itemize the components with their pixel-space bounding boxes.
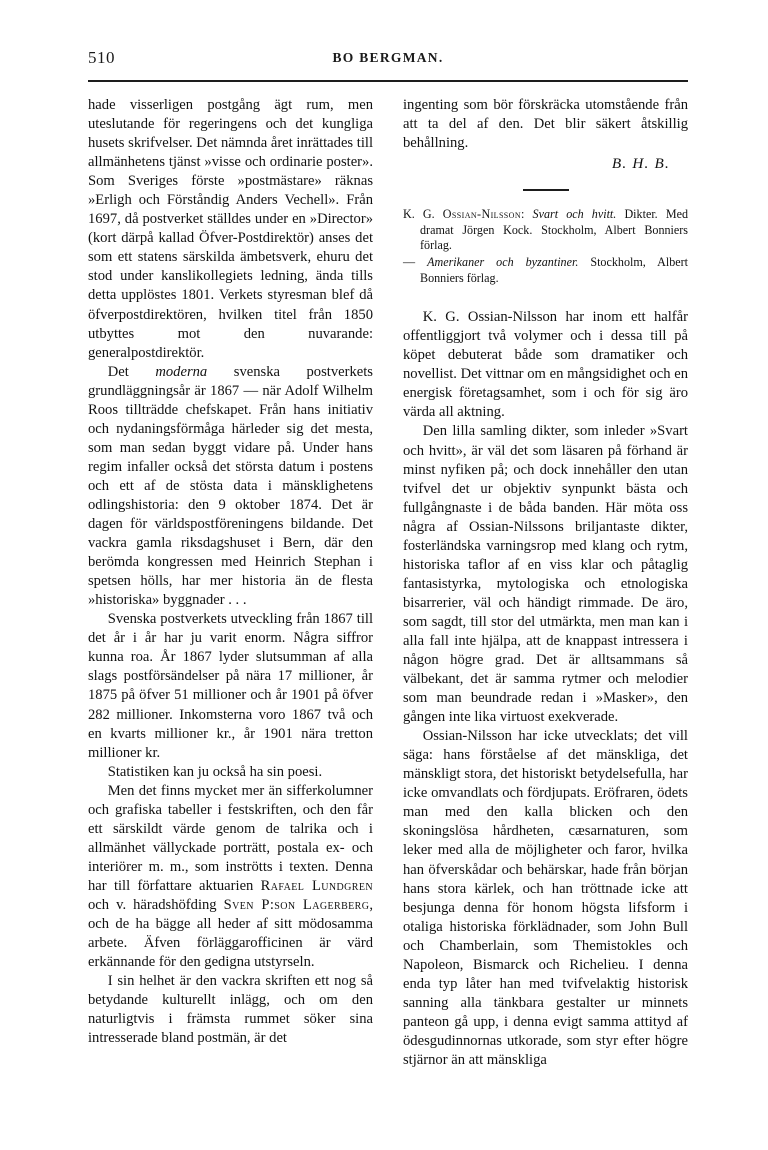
paragraph-text: svenska postverkets grundläggningsår är 1867 — när Adolf Wilhelm Roos tillträdde chefskapet. Från hans initiativ och nydaningsförmåga härleder sig det mesta, som man sedan byggt vidare på. Under hans regim infaller också det största datum i postens och ett af de stösta data i mänsklighetens odlingshistoria: den 9 oktober 1874. Det är dagen för världspostföreningens bildande. Det vackra gamla riksdagshuset i Bern, där den berömda kongressen med Heinrich Stephan i spetsen hölls, har mer historia än de flesta »historiska» byggnader . . . xyxy=(88,363,373,609)
author-name-lagerberg: Sven P:son Lagerberg xyxy=(223,896,370,913)
paragraph-text: och v. häradshöfding xyxy=(88,896,224,913)
biblio-entry xyxy=(403,255,688,286)
running-head xyxy=(88,48,688,70)
bibliographic-block xyxy=(403,207,688,286)
paragraph-text: Men det finns mycket mer än sifferkolumner och grafiska tabeller i festskriften, och den får ett särskildt värde genom de talrika och i allmänhet vällyckade porträtt, postala ex- och interiörer m. m., som inströtts i texten. Denna har till författare aktuarien xyxy=(88,782,373,894)
paragraph: K. G. Ossian-Nilsson har inom ett halfår offentliggjort två volymer och i dessa till på köpet debuterat både som dramatiker och novellist. Det vittnar om en mångsidighet och en energisk företagsamhet, som i och för sig äro värda all aktning. xyxy=(403,309,688,421)
paragraph: ingenting som bör förskräcka utomstående från att ta del af den. Det blir säkert åtskillig behållning. xyxy=(403,97,688,152)
separator-rule xyxy=(523,189,569,191)
review-signature: B. H. B. xyxy=(611,155,670,173)
paragraph: Statistiken kan ju också ha sin poesi. xyxy=(107,763,323,780)
biblio-entry xyxy=(403,207,688,253)
biblio-title: Svart och hvitt. xyxy=(532,207,617,222)
left-column xyxy=(88,96,373,1106)
biblio-imprint: Stockholm, Albert Bonniers förlag. xyxy=(420,255,688,285)
right-column xyxy=(403,96,688,1106)
biblio-author-prefix: K. G. xyxy=(403,207,443,222)
biblio-author-smallcaps: Ossian-Nilsson xyxy=(442,207,522,222)
section-separator xyxy=(403,173,688,207)
paragraph-text: , och de ha bägge all heder af sitt mödosamma arbete. Äfven förläggarofficinen är värd erkännande för den gedigna utstyrseln. xyxy=(88,896,373,971)
paragraph xyxy=(88,782,373,972)
italic-word: moderna xyxy=(155,363,208,380)
biblio-title: Amerikaner och byzantiner. xyxy=(427,255,579,270)
paragraph: I sin helhet är den vackra skriften ett nog så betydande kulturellt inlägg, och om den naturligtvis i främsta rummet söker sina intresserade bland postmän, är det xyxy=(88,973,373,1047)
page-folio: 510 xyxy=(88,48,115,67)
paragraph: hade visserligen postgång ägt rum, men uteslutande för regeringens och det kungliga husets skrifvelser. Det nämnda året inrättades till allmänhetens tjänst »visse och ordinarie poster». Som Sveriges förste »postmästare» räknas »Erligh och Förståndig Anders Vechell». Från 1697, då postverket ställdes under en »Director» (kort därpå kallad Öfver-Postdirektör) anses det som ett statens särskilda ämbetsverk, ehuru det stod under kanslikollegiets ledning, ända tills detta upplöstes 1801. Verkets styresman blef då öfverpostdirektören, hvilken titel från 1850 utbyttes mot den nuvarande: generalpostdirektör. xyxy=(88,97,373,361)
paragraph xyxy=(88,363,373,611)
paragraph: Ossian-Nilsson har icke utvecklats; det vill säga: hans förståelse af det mänskliga, det mänskligt stora, det historiskt betydelsefulla, har icke omvandlats och fördjupats. Eröfraren, ödets man med den kalla blicken och den skoningslösa hårdheten, cæsarnaturen, som leker med alla de möjligheter och faror, hvilka han öfverskådar och behärskar, hade från början hans stora kärlek, och han tröttnade icke att besjunga denna för honom högsta lifsform i otaliga historiska förklädnader, som John Bull och Chamberlain, som Themistokles och Napoleon, Bismarck och Richelieu. I denna enda typ låter han med tvifvelaktig historisk sanning alla tänkbara gestalter ur minnets panteon gå upp, i denna evigt samma attityd af ödesgudinnornas utkorade, som styr efter högre stjärnor än att mänskliga xyxy=(403,728,688,1068)
author-name-lundgren: Rafael Lundgren xyxy=(260,877,373,894)
two-column-body xyxy=(88,96,688,1106)
paragraph: Den lilla samling dikter, som inleder »Svart och hvitt», är väl det som läsaren på förhand är minst nyfiken på; och dock innehåller den utan tvifvel det ur objektiv synpunkt bästa och fullgångnaste i de båda banden. Här möta oss några af Ossian-Nilssons briljantaste dikter, fosterländska varningsrop med klang och rytm, historiska taflor af en viss klar och påtaglig fantasistyrka, mytologiska och etnologiska bisarrerier, väl och händigt rimmade. De äro, som sagdt, till stor del utmärkta, men man kan i alla fall inte hjälpa, att de knappast intressera i någon högre grad. Det är alltsammans så välbekant, det är samma rytmer och melodier som man beundrade redan i »Masker», den gången inte lika virtuost exekverade. xyxy=(403,423,688,726)
paragraph-text: Det xyxy=(107,363,156,380)
biblio-imprint: Dikter. Med dramat Jörgen Kock. Stockholm, Albert Bonniers förlag. xyxy=(420,207,689,252)
biblio-colon: : xyxy=(521,207,525,222)
biblio-dash: — xyxy=(403,255,416,270)
header-rule xyxy=(88,80,688,82)
running-title: BO BERGMAN. xyxy=(332,50,444,65)
paragraph: Svenska postverkets utveckling från 1867 till det år i år har ju varit enorm. Några siffror kunna roa. År 1867 lyder slutsumman af alla slags postförsändelser på nära 17 millioner, år 1875 på öfver 51 millioner och år 1901 på öfver 282 millioner. Inkomsterna voro 1867 två och en kvarts millioner kr., år 1901 nära tretton millioner kr. xyxy=(88,611,373,761)
